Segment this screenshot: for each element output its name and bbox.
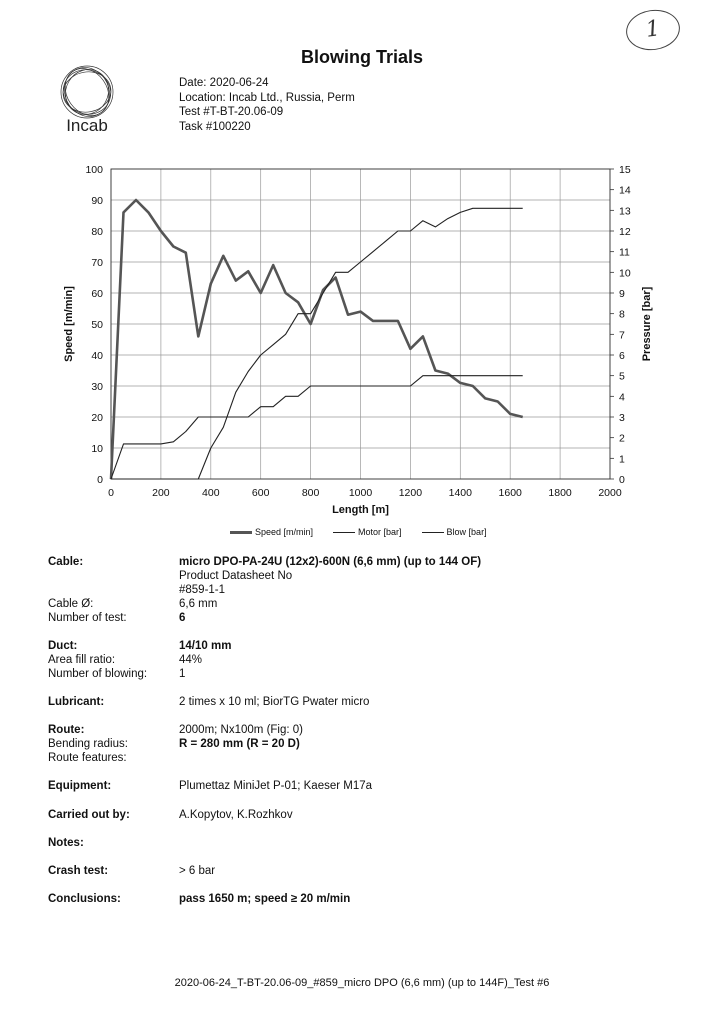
series-line-speed xyxy=(111,200,523,479)
y-axis-label: Speed [m/min] xyxy=(63,286,75,362)
y2-tick-label: 14 xyxy=(619,184,631,197)
page-number-mark: 1 xyxy=(623,6,682,53)
x-axis-label: Length [m] xyxy=(332,504,389,516)
x-tick-label: 0 xyxy=(108,487,114,499)
number-of-blowing-value: 1 xyxy=(179,668,186,680)
equipment-value: Plumettaz MiniJet P-01; Kaeser M17a xyxy=(179,780,373,792)
crash-test-label: Crash test: xyxy=(48,865,109,877)
conclusions-label: Conclusions: xyxy=(48,893,121,905)
series-line-motor xyxy=(111,208,523,479)
y2-tick-label: 0 xyxy=(619,474,625,486)
legend-blow xyxy=(422,527,487,537)
x-tick-label: 600 xyxy=(251,487,270,499)
legend-blow-swatch xyxy=(422,532,444,533)
lubricant-value: 2 times x 10 ml; BiorTG Pwater micro xyxy=(179,696,370,708)
route-features-label: Route features: xyxy=(48,752,127,764)
header-date: Date: 2020-06-24 xyxy=(179,77,269,89)
x-tick-label: 1200 xyxy=(398,487,423,499)
bending-radius-value: R = 280 mm (R = 20 D) xyxy=(179,738,300,750)
legend-speed xyxy=(230,527,313,537)
x-tick-label: 1000 xyxy=(348,487,373,499)
y2-tick-label: 12 xyxy=(619,226,631,238)
notes-label: Notes: xyxy=(48,837,84,849)
y2-tick-label: 6 xyxy=(619,350,625,362)
conclusions-value: pass 1650 m; speed ≥ 20 m/min xyxy=(179,893,351,905)
x-tick-label: 800 xyxy=(301,487,320,499)
x-tick-label: 2000 xyxy=(598,487,622,499)
y-tick-label: 80 xyxy=(91,226,103,238)
y-tick-label: 0 xyxy=(97,474,103,486)
y2-tick-label: 7 xyxy=(619,329,625,342)
y-tick-label: 90 xyxy=(91,195,103,207)
duct-label: Duct: xyxy=(48,640,78,652)
route-label: Route: xyxy=(48,724,85,736)
y2-axis-label: Pressure [bar] xyxy=(641,286,653,362)
crash-test-value: > 6 bar xyxy=(179,865,216,877)
cable-diameter-value: 6,6 mm xyxy=(179,598,218,610)
number-of-test-value: 6 xyxy=(179,612,186,624)
legend-blow-label: Blow [bar] xyxy=(446,527,487,537)
legend-motor-swatch xyxy=(333,532,355,533)
x-tick-label: 1800 xyxy=(548,487,572,499)
cable-datasheet: Product Datasheet No xyxy=(179,570,293,582)
carried-out-value: A.Kopytov, K.Rozhkov xyxy=(179,809,293,821)
legend-speed-label: Speed [m/min] xyxy=(255,527,314,537)
y-tick-label: 100 xyxy=(85,164,103,176)
blowing-chart xyxy=(60,155,660,520)
lubricant-label: Lubricant: xyxy=(48,696,105,708)
y-tick-label: 10 xyxy=(91,443,103,455)
area-fill-value: 44% xyxy=(179,654,203,666)
logo-text: Incab xyxy=(66,116,108,135)
y-tick-label: 20 xyxy=(91,412,103,424)
y-tick-label: 70 xyxy=(91,257,103,269)
y2-tick-label: 2 xyxy=(619,432,625,445)
y2-tick-label: 3 xyxy=(619,412,625,424)
y2-tick-label: 13 xyxy=(619,205,631,218)
chart-legend xyxy=(230,527,487,537)
y-tick-label: 30 xyxy=(91,381,103,393)
cable-datasheet-number: #859-1-1 xyxy=(179,584,226,596)
route-value: 2000m; Nx100m (Fig: 0) xyxy=(179,724,303,736)
x-tick-label: 400 xyxy=(202,487,220,499)
legend-motor-label: Motor [bar] xyxy=(358,527,402,537)
cable-diameter-label: Cable Ø: xyxy=(48,598,94,610)
y2-tick-label: 4 xyxy=(619,391,625,404)
header-location: Location: Incab Ltd., Russia, Perm xyxy=(179,91,355,104)
legend-speed-swatch xyxy=(230,531,252,534)
y-tick-label: 60 xyxy=(91,288,103,300)
header-test: Test #T-BT-20.06-09 xyxy=(179,106,284,118)
y2-tick-label: 11 xyxy=(619,246,630,259)
cable-label: Cable: xyxy=(48,556,84,568)
header-task: Task #100220 xyxy=(179,120,251,133)
y2-tick-label: 10 xyxy=(619,267,631,280)
number-of-test-label: Number of test: xyxy=(48,612,127,624)
equipment-label: Equipment: xyxy=(48,780,112,792)
y2-tick-label: 1 xyxy=(619,453,625,466)
y2-tick-label: 8 xyxy=(619,308,625,321)
footer-filename: 2020-06-24_T-BT-20.06-09_#859_micro DPO (6,6 mm) (up to 144F)_Test #6 xyxy=(174,977,550,989)
number-of-blowing-label: Number of blowing: xyxy=(48,668,148,680)
duct-value: 14/10 mm xyxy=(179,640,232,652)
x-tick-label: 1600 xyxy=(498,487,522,499)
x-tick-label: 200 xyxy=(152,487,170,499)
page-title: Blowing Trials xyxy=(300,47,424,67)
series-line-blow xyxy=(111,376,523,479)
header-info xyxy=(179,76,355,134)
y2-tick-label: 15 xyxy=(619,164,631,176)
bending-radius-label: Bending radius: xyxy=(48,738,128,750)
x-tick-label: 1400 xyxy=(448,487,472,499)
area-fill-label: Area fill ratio: xyxy=(48,654,116,666)
y2-tick-label: 5 xyxy=(619,370,625,383)
carried-out-label: Carried out by: xyxy=(48,809,130,821)
y-tick-label: 40 xyxy=(91,350,103,362)
cable-value: micro DPO-PA-24U (12x2)-600N (6,6 mm) (up to 144 OF) xyxy=(179,556,482,568)
y2-tick-label: 9 xyxy=(619,288,625,300)
y-tick-label: 50 xyxy=(91,319,103,331)
legend-motor xyxy=(333,527,402,537)
